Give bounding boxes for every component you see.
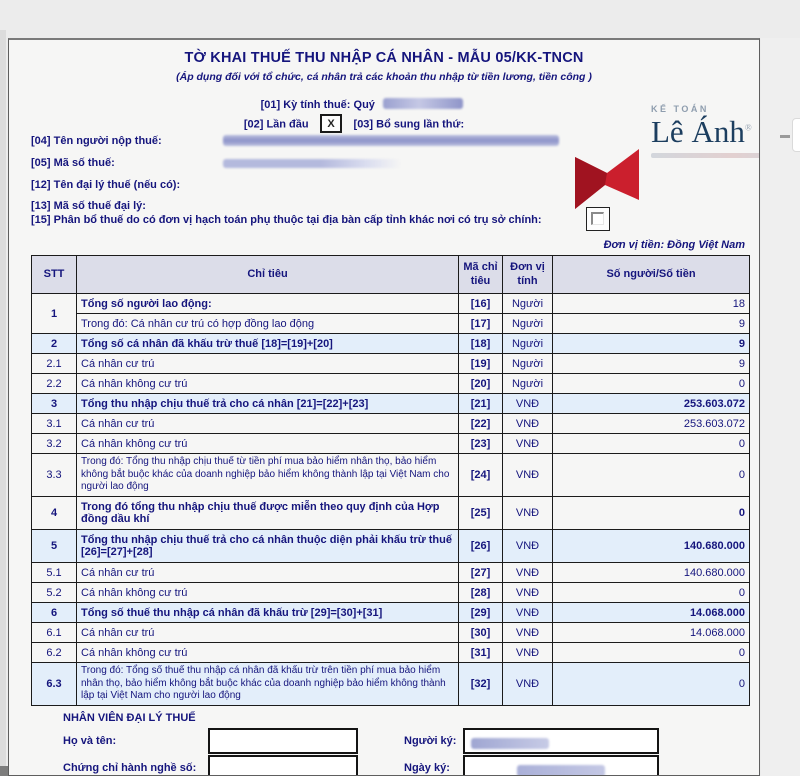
row-code: [16] [459, 294, 503, 314]
row-unit: Người [503, 334, 553, 354]
row-stt: 2.2 [32, 374, 77, 394]
tax-code-label: [05] Mã số thuế: [31, 157, 115, 169]
signer-value-redacted [471, 738, 549, 749]
currency-note: Đơn vị tiền: Đồng Việt Nam [603, 239, 745, 251]
row-code: [21] [459, 394, 503, 414]
row-label: Cá nhân không cư trú [77, 643, 459, 663]
certificate-label: Chứng chỉ hành nghề số: [63, 762, 197, 774]
row-value: 0 [553, 643, 750, 663]
row-unit: Người [503, 314, 553, 334]
table-row [32, 354, 750, 374]
tax-form-panel [8, 38, 760, 776]
sign-date-value-redacted [517, 765, 605, 776]
row-unit: VNĐ [503, 563, 553, 583]
row-value: 14.068.000 [553, 603, 750, 623]
agent-staff-heading: NHÂN VIÊN ĐẠI LÝ THUẾ [63, 712, 196, 724]
table-row [32, 530, 750, 563]
row-label: Tổng thu nhập chịu thuế trả cho cá nhân [21]=[22]+[23] [77, 394, 459, 414]
row-code: [27] [459, 563, 503, 583]
row-value: 0 [553, 374, 750, 394]
row-label: Cá nhân không cư trú [77, 434, 459, 454]
window-left-gutter [0, 30, 6, 776]
row-code: [31] [459, 643, 503, 663]
logo-ribbon-icon [574, 144, 640, 214]
row-code: [23] [459, 434, 503, 454]
col-header-item: Chỉ tiêu [77, 256, 459, 294]
row-unit: VNĐ [503, 414, 553, 434]
row-label: Cá nhân cư trú [77, 354, 459, 374]
agent-tax-code-label: [13] Mã số thuế đại lý: [31, 200, 146, 212]
row-unit: VNĐ [503, 394, 553, 414]
row-label: Cá nhân cư trú [77, 623, 459, 643]
row-stt: 4 [32, 497, 77, 530]
row-stt: 2.1 [32, 354, 77, 374]
row-value: 9 [553, 354, 750, 374]
supplement-label: [03] Bổ sung lần thứ: [353, 118, 465, 131]
row-value: 18 [553, 294, 750, 314]
table-row [32, 497, 750, 530]
row-code: [19] [459, 354, 503, 374]
row-code: [26] [459, 530, 503, 563]
allocation-label: [15] Phân bổ thuế do có đơn vị hạch toán phụ thuộc tại địa bàn cấp tỉnh khác nơi có trụ sở chính: [31, 214, 542, 226]
first-time-label: [02] Lần đầu [243, 118, 309, 131]
row-unit: VNĐ [503, 497, 553, 530]
table-row [32, 414, 750, 434]
row-unit: VNĐ [503, 454, 553, 497]
row-value: 9 [553, 314, 750, 334]
row-stt: 6.3 [32, 663, 77, 706]
table-row [32, 334, 750, 354]
row-code: [17] [459, 314, 503, 334]
row-code: [32] [459, 663, 503, 706]
row-label: Cá nhân không cư trú [77, 583, 459, 603]
row-code: [29] [459, 603, 503, 623]
agent-name-label: [12] Tên đại lý thuế (nếu có): [31, 179, 181, 191]
row-value: 253.603.072 [553, 394, 750, 414]
row-value: 0 [553, 583, 750, 603]
row-code: [25] [459, 497, 503, 530]
row-stt: 6 [32, 603, 77, 623]
row-label: Trong đó: Tổng số thuế thu nhập cá nhân đã khấu trừ trên tiền phí mua bảo hiểm nhân thọ, bảo hiểm không bắt buộc khác của doanh nghiệp bảo hiểm không thành lập tại Việt Nam cho người lao động [77, 663, 459, 706]
row-value: 9 [553, 334, 750, 354]
row-stt: 5.1 [32, 563, 77, 583]
form-title: TỜ KHAI THUẾ THU NHẬP CÁ NHÂN - MẪU 05/KK-TNCN [184, 50, 584, 66]
row-code: [22] [459, 414, 503, 434]
table-row [32, 563, 750, 583]
table-row [32, 314, 750, 334]
row-code: [20] [459, 374, 503, 394]
row-unit: VNĐ [503, 623, 553, 643]
col-header-amount: Số người/Số tiền [553, 256, 750, 294]
logo-brand-name [651, 114, 760, 150]
row-stt: 5.2 [32, 583, 77, 603]
row-value: 14.068.000 [553, 623, 750, 643]
row-label: Cá nhân cư trú [77, 414, 459, 434]
col-header-unit: Đơn vị tính [503, 256, 553, 294]
fullname-input[interactable] [208, 728, 358, 754]
row-stt: 3 [32, 394, 77, 414]
sign-date-input[interactable] [463, 755, 659, 776]
signer-input[interactable] [463, 728, 659, 754]
table-row [32, 643, 750, 663]
logo-tagline-redacted [651, 153, 760, 158]
table-row [32, 623, 750, 643]
row-label: Trong đó: Cá nhân cư trú có hợp đồng lao động [77, 314, 459, 334]
certificate-input[interactable] [208, 755, 358, 776]
row-code: [30] [459, 623, 503, 643]
logo-registered-mark: ® [744, 122, 752, 133]
row-unit: VNĐ [503, 530, 553, 563]
taxpayer-name-label: [04] Tên người nộp thuế: [31, 135, 162, 147]
signer-label: Người ký: [404, 735, 457, 747]
row-value: 0 [553, 497, 750, 530]
logo-top-text: KẾ TOÁN [651, 104, 709, 114]
row-label: Tổng thu nhập chịu thuế trả cho cá nhân thuộc diện phải khấu trừ thuế [26]=[27]+[28] [77, 530, 459, 563]
taxpayer-name-redacted [223, 135, 559, 146]
row-value: 140.680.000 [553, 563, 750, 583]
table-row [32, 663, 750, 706]
row-stt: 3.3 [32, 454, 77, 497]
row-label: Tổng số cá nhân đã khấu trừ thuế [18]=[19]+[20] [77, 334, 459, 354]
table-row [32, 374, 750, 394]
row-unit: VNĐ [503, 643, 553, 663]
row-code: [28] [459, 583, 503, 603]
row-stt: 1 [32, 294, 77, 334]
form-subtitle: (Áp dụng đối với tổ chức, cá nhân trả các khoản thu nhập từ tiền lương, tiền công ) [176, 71, 592, 83]
row-unit: Người [503, 354, 553, 374]
tax-period-label: [01] Kỳ tính thuế: Quý [260, 99, 375, 111]
col-header-stt: STT [32, 256, 77, 294]
row-label: Trong đó: Tổng thu nhập chịu thuế từ tiền phí mua bảo hiểm nhân thọ, bảo hiểm không bắt buộc khác của doanh nghiệp bảo hiểm không thành lập tại Việt Nam cho người lao động [77, 454, 459, 497]
row-value: 140.680.000 [553, 530, 750, 563]
row-label: Tổng số người lao động: [77, 294, 459, 314]
table-row [32, 603, 750, 623]
row-unit: VNĐ [503, 603, 553, 623]
table-row [32, 394, 750, 414]
row-label: Cá nhân không cư trú [77, 374, 459, 394]
sign-date-label: Ngày ký: [404, 762, 450, 774]
row-stt: 5 [32, 530, 77, 563]
col-header-code: Mã chỉ tiêu [459, 256, 503, 294]
table-row [32, 454, 750, 497]
row-stt: 3.2 [32, 434, 77, 454]
row-value: 253.603.072 [553, 414, 750, 434]
table-row [32, 434, 750, 454]
row-stt: 6.2 [32, 643, 77, 663]
logo-text-block [651, 104, 760, 158]
fullname-label: Họ và tên: [63, 735, 117, 747]
row-unit: Người [503, 294, 553, 314]
row-code: [24] [459, 454, 503, 497]
logo-name-text: Lê Ánh [651, 114, 745, 149]
tax-code-redacted [223, 159, 401, 168]
tax-period-value-redacted [383, 98, 463, 109]
table-row [32, 294, 750, 314]
row-label: Tổng số thuế thu nhập cá nhân đã khấu trừ [29]=[30]+[31] [77, 603, 459, 623]
row-label: Cá nhân cư trú [77, 563, 459, 583]
row-unit: VNĐ [503, 583, 553, 603]
row-unit: VNĐ [503, 434, 553, 454]
row-unit: VNĐ [503, 663, 553, 706]
row-value: 0 [553, 434, 750, 454]
row-stt: 6.1 [32, 623, 77, 643]
collapse-dash-icon[interactable] [780, 135, 790, 138]
row-label: Trong đó tổng thu nhập chịu thuế được miễn theo quy định của Hợp đồng dầu khí [77, 497, 459, 530]
table-row [32, 583, 750, 603]
first-time-checkbox[interactable]: X [320, 114, 342, 133]
row-unit: Người [503, 374, 553, 394]
row-code: [18] [459, 334, 503, 354]
row-value: 0 [553, 663, 750, 706]
declaration-table [31, 255, 750, 706]
row-value: 0 [553, 454, 750, 497]
side-partial-button[interactable] [792, 118, 800, 152]
brand-logo [569, 104, 760, 214]
row-stt: 3.1 [32, 414, 77, 434]
row-stt: 2 [32, 334, 77, 354]
table-header-row [32, 256, 750, 294]
